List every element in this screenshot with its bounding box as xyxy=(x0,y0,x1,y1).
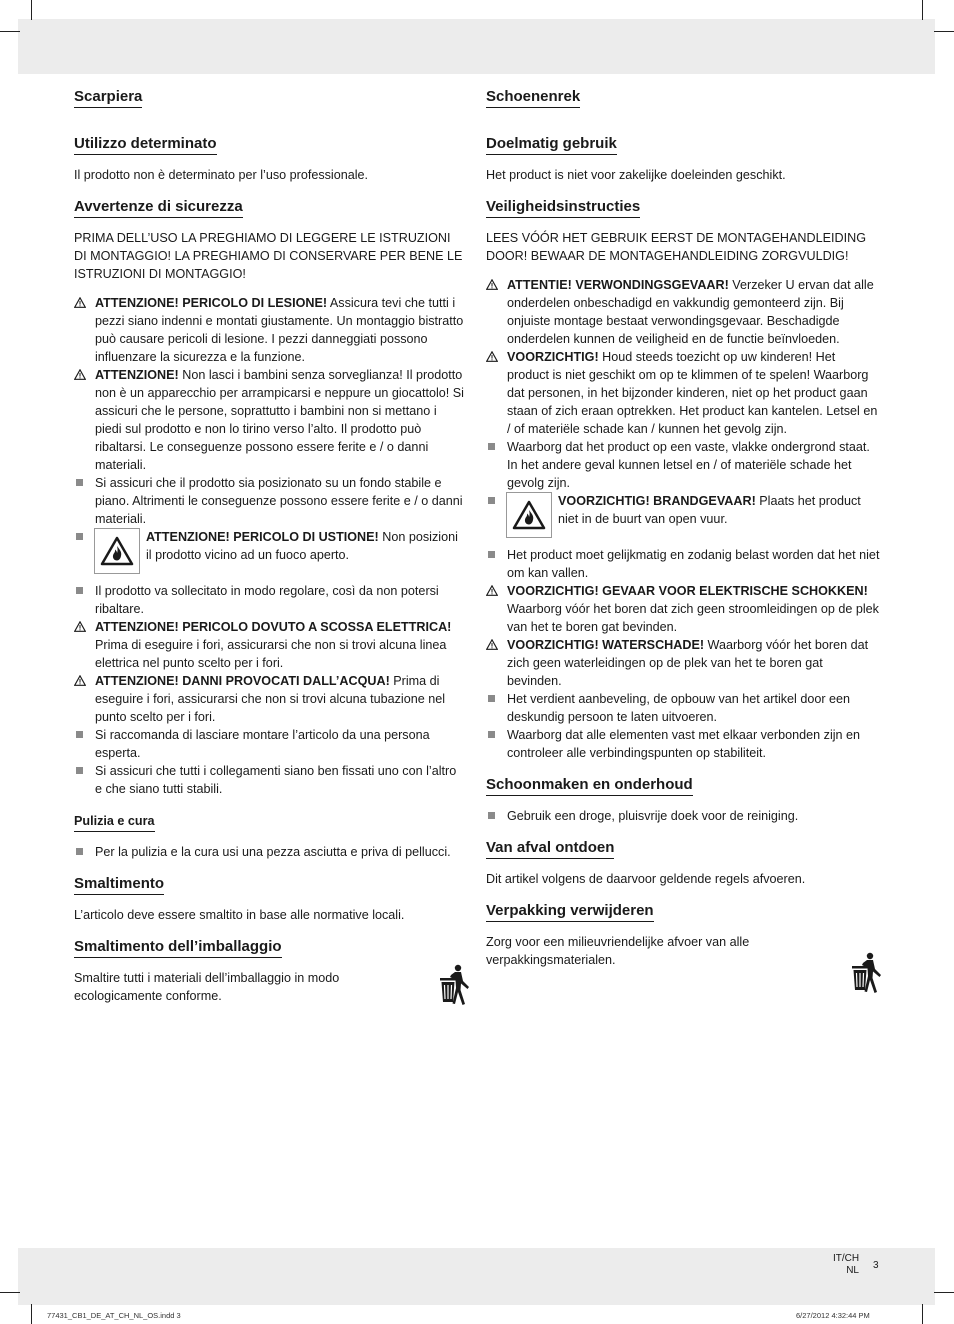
print-slug-filename: 77431_CB1_DE_AT_CH_NL_OS.indd 3 xyxy=(47,1311,181,1320)
bullet-item: Per la pulizia e la cura usi una pezza asciutta e priva di pellucci. xyxy=(74,843,466,861)
crop-mark xyxy=(31,0,32,20)
warning-item xyxy=(74,366,466,474)
disposal-text: Dit artikel volgens de daarvoor geldende regels afvoeren. xyxy=(486,872,806,886)
bullet-item: Il prodotto va sollecitato in modo regolare, così da non potersi ribaltare. xyxy=(74,582,466,618)
warning-triangle-icon xyxy=(486,348,502,366)
warning-text: Verzeker U ervan dat alle onderdelen onbeschadigd en vakkundig gemonteerd zijn. Bij onjuiste montage bestaat verwondingsgevaar. Beschadigde onderdelen kunnen de veiligheid en de functie beïnvloeden. xyxy=(507,278,874,346)
crop-mark xyxy=(922,0,923,20)
warning-item xyxy=(74,294,466,366)
waste-bin-icon xyxy=(438,964,470,1011)
column-italian xyxy=(74,88,466,1005)
warning-item xyxy=(486,636,880,690)
packaging-disposal-text: Zorg voor een milieuvriendelijke afvoer van alle verpakkingsmaterialen. xyxy=(486,935,750,967)
bullet-item: Si assicuri che tutti i collegamenti siano ben fissati uno con l’altro e che siano tutti stabili. xyxy=(74,762,466,798)
language-code xyxy=(833,1253,859,1277)
crop-mark xyxy=(0,31,20,32)
crop-mark xyxy=(31,1304,32,1324)
warning-label: VOORZICHTIG! BRANDGEVAAR! xyxy=(558,494,756,508)
warning-label: ATTENTIE! VERWONDINGSGEVAAR! xyxy=(507,278,729,292)
warning-text: Non lasci i bambini senza sorveglianza! Il prodotto non è un apparecchio per arrampicarsi e neppure un giocattolo! Si assicuri che le persone, soprattutto i bambini non si mettano i piedi sul prodotto e non lo tirino verso l’alto. Il prodotto può ribaltarsi. Le conseguenze possono essere ferite e / o danni materiali. xyxy=(95,368,464,472)
bullet-marker xyxy=(74,528,86,546)
warning-triangle-icon xyxy=(486,582,502,600)
warning-label: ATTENZIONE! PERICOLO DI USTIONE! xyxy=(146,530,379,544)
packaging-disposal-heading: Verpakking verwijderen xyxy=(486,902,654,922)
fire-warning-item xyxy=(74,528,466,582)
bullet-item: Gebruik een droge, pluisvrije doek voor de reiniging. xyxy=(486,807,880,825)
warning-label: VOORZICHTIG! xyxy=(507,350,599,364)
safety-intro: LEES VÓÓR HET GEBRUIK EERST DE MONTAGEHANDLEIDING DOOR! BEWAAR DE MONTAGEHANDLEIDING ZORGVULDIG! xyxy=(486,231,866,263)
safety-heading: Avvertenze di sicurezza xyxy=(74,198,243,218)
disposal-text: L’articolo deve essere smaltito in base alle normative locali. xyxy=(74,908,405,922)
page-number: 3 xyxy=(873,1260,879,1271)
care-heading: Schoonmaken en onderhoud xyxy=(486,776,693,796)
warning-text: Plaats het product niet in de buurt van open vuur. xyxy=(558,494,861,526)
warning-label: ATTENZIONE! DANNI PROVOCATI DALL’ACQUA! xyxy=(95,674,390,688)
warning-item xyxy=(74,618,466,672)
warning-label: ATTENZIONE! PERICOLO DI LESIONE! xyxy=(95,296,328,310)
footer-band xyxy=(18,1248,935,1305)
intended-use-text: Het product is niet voor zakelijke doeleinden geschikt. xyxy=(486,168,786,182)
warning-text: Houd steeds toezicht op uw kinderen! Het product is niet geschikt om op te klimmen of te spelen! Waarborg dat personen, in het bijzonder kinderen, niet op het product gaan staan of zich eraan optrekken. Het product kan kantelen. Letsel en / of materiële schade kan / kunnen het gevolg zijn. xyxy=(507,350,878,436)
intended-use-heading: Utilizzo determinato xyxy=(74,135,217,155)
warning-text: Assicura tevi che tutti i pezzi siano indenni e montati giustamente. Un montaggio bistratto può causare pericoli di lesione. I pezzi danneggiati possono influenzare la sicurezza e la funzione. xyxy=(95,296,464,364)
disposal-heading: Van afval ontdoen xyxy=(486,839,614,859)
fire-warning-item xyxy=(486,492,880,546)
bullet-item: Het verdient aanbeveling, de opbouw van het artikel door een deskundig persoon te laten uitvoeren. xyxy=(486,690,880,726)
bullet-item: Waarborg dat alle elementen vast met elkaar verbonden zijn en controleer alle verbindingspunten op stabiliteit. xyxy=(486,726,880,762)
warning-triangle-icon xyxy=(486,276,502,294)
warning-text: Waarborg vóór het boren dat zich geen waterleidingen op de plek van het te boren gat bevinden. xyxy=(507,638,869,688)
warning-triangle-icon xyxy=(486,636,502,654)
packaging-disposal-heading: Smaltimento dell’imballaggio xyxy=(74,938,282,958)
intended-use-heading: Doelmatig gebruik xyxy=(486,135,617,155)
warning-triangle-icon xyxy=(74,294,90,312)
bullet-item: Si assicuri che il prodotto sia posizionato su un fondo stabile e piano. Altrimenti le conseguenze possono essere ferite e / o danni materiali. xyxy=(74,474,466,528)
warning-triangle-icon xyxy=(74,366,90,384)
print-slug-timestamp: 6/27/2012 4:32:44 PM xyxy=(796,1311,870,1320)
language-code-line: IT/CH xyxy=(833,1253,860,1264)
crop-mark xyxy=(934,31,954,32)
warning-text: Non posizioni il prodotto vicino ad un fuoco aperto. xyxy=(146,530,458,562)
warning-item xyxy=(486,348,880,438)
bullet-marker xyxy=(486,492,498,510)
fire-warning-paragraph xyxy=(538,492,880,528)
warning-item xyxy=(486,276,880,348)
packaging-disposal-text: Smaltire tutti i materiali dell’imballaggio in modo ecologicamente conforme. xyxy=(74,971,340,1003)
fire-warning-paragraph xyxy=(126,528,466,564)
crop-mark xyxy=(922,1304,923,1324)
safety-intro: PRIMA DELL’USO LA PREGHIAMO DI LEGGERE LE ISTRUZIONI DI MONTAGGIO! LA PREGHIAMO DI CONSERVARE PER BENE LE ISTRUZIONI DI MONTAGGIO! xyxy=(74,231,463,281)
warning-label: VOORZICHTIG! WATERSCHADE! xyxy=(507,638,705,652)
column-dutch xyxy=(486,88,880,969)
crop-mark xyxy=(934,1292,954,1293)
product-title: Scarpiera xyxy=(74,88,142,108)
warning-triangle-icon xyxy=(74,672,90,690)
safety-heading: Veiligheidsinstructies xyxy=(486,198,640,218)
header-band xyxy=(18,19,935,74)
warning-label: ATTENZIONE! xyxy=(95,368,179,382)
warning-triangle-icon xyxy=(74,618,90,636)
care-heading: Pulizia e cura xyxy=(74,812,155,832)
warning-label: ATTENZIONE! PERICOLO DOVUTO A SCOSSA ELETTRICA! xyxy=(95,620,452,634)
bullet-item: Het product moet gelijkmatig en zodanig belast worden dat het niet om kan vallen. xyxy=(486,546,880,582)
language-code-line: NL xyxy=(846,1265,859,1276)
warning-text: Prima di eseguire i fori, assicurarsi che non si trovi alcuna linea elettrica nel punto scelto per i fori. xyxy=(95,638,447,670)
intended-use-text: Il prodotto non è determinato per l’uso professionale. xyxy=(74,168,369,182)
crop-mark xyxy=(0,1292,20,1293)
warning-text: Prima di eseguire i fori, assicurarsi che non si trovi alcuna tubazione nel punto scelto per i fori. xyxy=(95,674,446,724)
product-title: Schoenenrek xyxy=(486,88,580,108)
warning-label: VOORZICHTIG! GEVAAR VOOR ELEKTRISCHE SCHOKKEN! xyxy=(507,584,868,598)
waste-bin-icon xyxy=(850,952,882,999)
flammable-warning-icon xyxy=(506,492,552,538)
warning-text: Waarborg vóór het boren dat zich geen stroomleidingen op de plek van het te boren gat bevinden. xyxy=(507,602,879,634)
bullet-item: Waarborg dat het product op een vaste, vlakke ondergrond staat. In het andere geval kunnen letsel en / of materiële schade het gevolg zijn. xyxy=(486,438,880,492)
warning-item xyxy=(74,672,466,726)
warning-item xyxy=(486,582,880,636)
disposal-heading: Smaltimento xyxy=(74,875,164,895)
flammable-warning-icon xyxy=(94,528,140,574)
bullet-item: Si raccomanda di lasciare montare l’articolo da una persona esperta. xyxy=(74,726,466,762)
